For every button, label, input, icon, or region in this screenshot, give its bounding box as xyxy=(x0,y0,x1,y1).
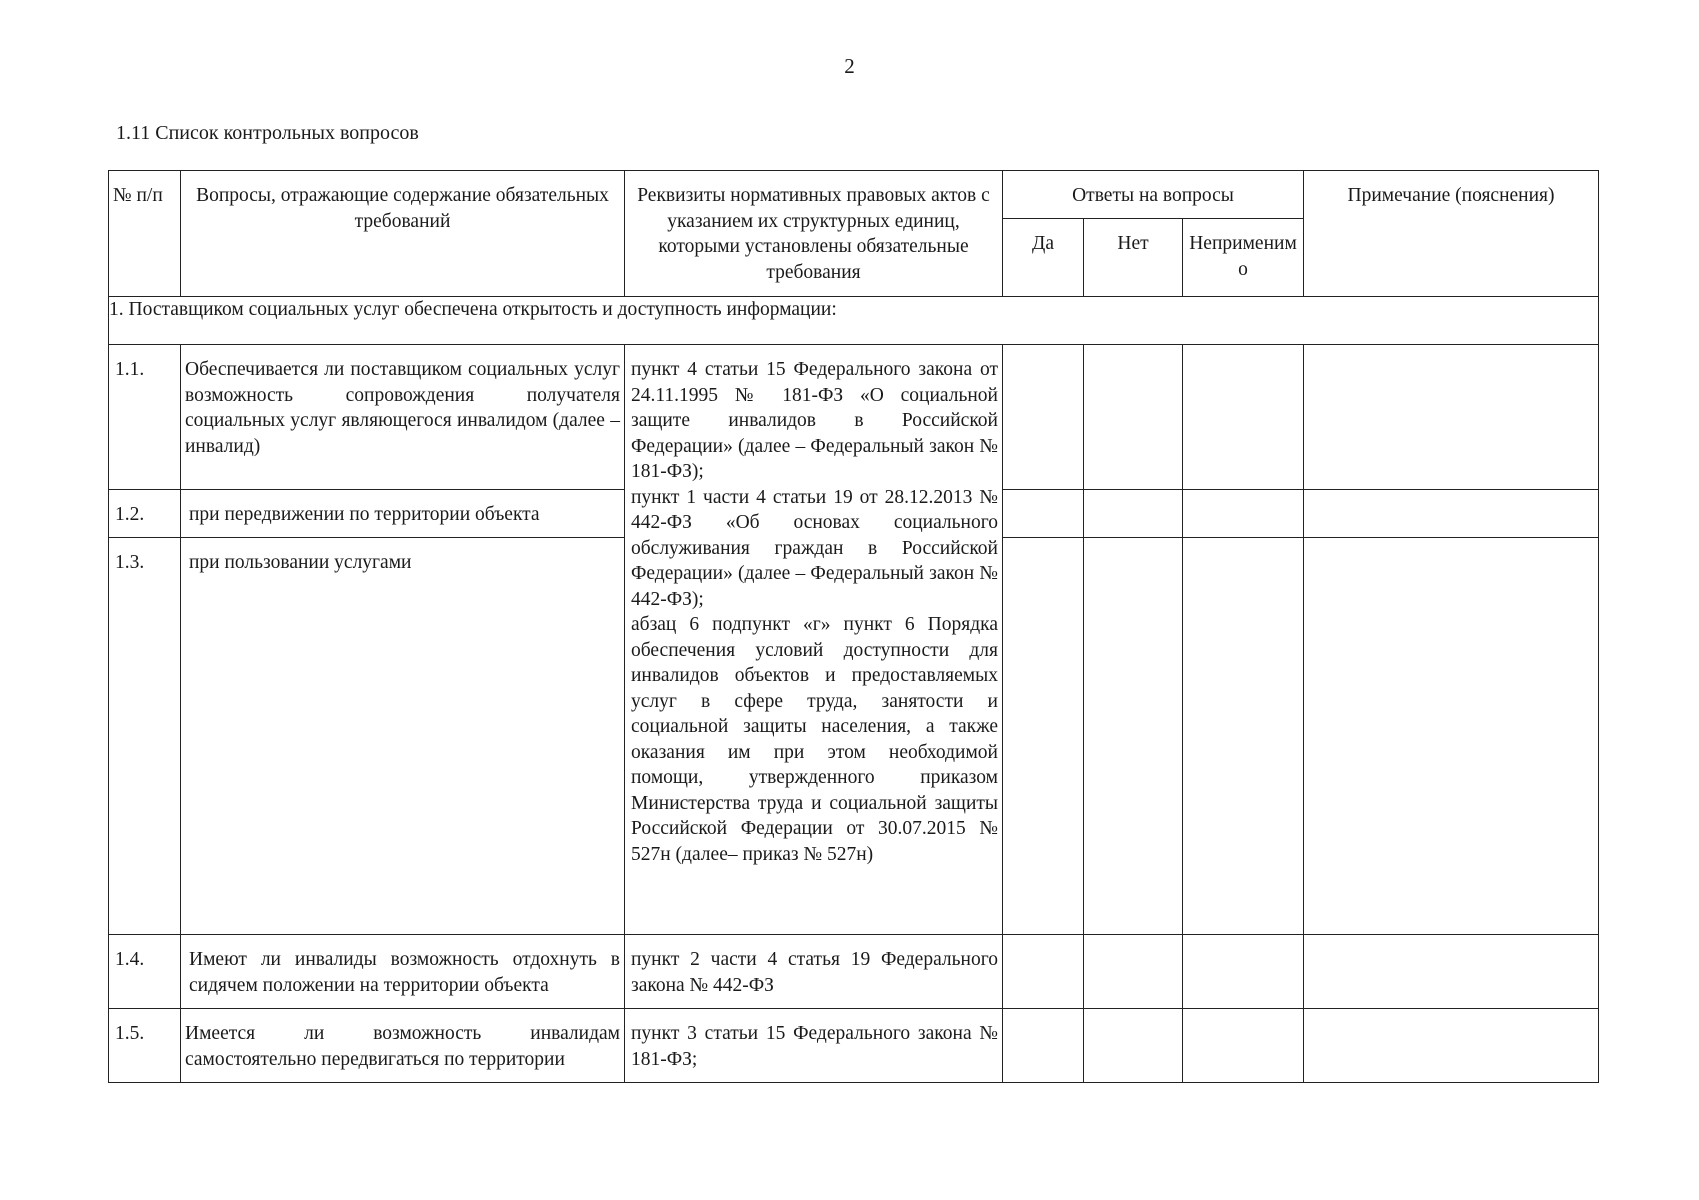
row-requisites xyxy=(625,1009,1003,1083)
answer-yes-cell[interactable] xyxy=(1003,935,1084,1009)
row-requisites xyxy=(625,935,1003,1009)
row-requisites-shared xyxy=(625,345,1003,935)
answer-yes-cell[interactable] xyxy=(1003,345,1084,490)
requisite-paragraph: абзац 6 подпункт «г» пункт 6 Порядка обеспечения условий доступности для инвалидов объектов и предоставляемых услуг в сфере труда, занятости и социальной защиты населения, а также оказания им при этом необходимой помощи, утвержденного приказом Министерства труда и социальной защиты Российской Федерации от 30.07.2015 № 527н (далее– приказ № 527н) xyxy=(631,614,998,865)
answer-no-cell[interactable] xyxy=(1084,538,1183,935)
page-number: 2 xyxy=(844,54,855,78)
note-cell[interactable] xyxy=(1304,935,1599,1009)
requisite-paragraph: пункт 4 статьи 15 Федерального закона от 24.11.1995 № 181-ФЗ «О социальной защите инвалидов в Российской Федерации» (далее – Федеральный закон № 181-ФЗ); xyxy=(631,359,998,482)
answer-na-cell[interactable] xyxy=(1183,538,1304,935)
requisite-paragraph: пункт 2 части 4 статья 19 Федерального закона № 442-ФЗ xyxy=(631,949,998,996)
row-question: Имеют ли инвалиды возможность отдохнуть в сидячем положении на территории объекта xyxy=(181,935,625,1009)
row-number: 1.3. xyxy=(109,538,181,935)
header-question: Вопросы, отражающие содержание обязательных требований xyxy=(181,171,625,297)
header-answers: Ответы на вопросы xyxy=(1003,171,1304,219)
answer-yes-cell[interactable] xyxy=(1003,538,1084,935)
answer-na-cell[interactable] xyxy=(1183,490,1304,538)
table-row xyxy=(109,1009,1599,1083)
answer-na-cell[interactable] xyxy=(1183,935,1304,1009)
note-cell[interactable] xyxy=(1304,345,1599,490)
row-question: при передвижении по территории объекта xyxy=(181,490,625,538)
section-title: 1.11 Список контрольных вопросов xyxy=(116,122,419,144)
table-row xyxy=(109,935,1599,1009)
row-number: 1.1. xyxy=(109,345,181,490)
checklist-table xyxy=(108,170,1599,1083)
section-heading: 1. Поставщиком социальных услуг обеспечена открытость и доступность информации: xyxy=(109,297,1599,345)
answer-no-cell[interactable] xyxy=(1084,935,1183,1009)
header-note: Примечание (пояснения) xyxy=(1304,171,1599,297)
row-question: Имеется ли возможность инвалидам самостоятельно передвигаться по территории xyxy=(181,1009,625,1083)
answer-na-cell[interactable] xyxy=(1183,345,1304,490)
requisite-paragraph: пункт 1 части 4 статьи 19 от 28.12.2013 № 442-ФЗ «Об основах социального обслуживания граждан в Российской Федерации» (далее – Федеральный закон № 442-ФЗ); xyxy=(631,486,998,610)
header-requisites: Реквизиты нормативных правовых актов с указанием их структурных единиц, которыми установлены обязательные требования xyxy=(625,171,1003,297)
header-na: Неприменимо xyxy=(1183,219,1304,297)
note-cell[interactable] xyxy=(1304,538,1599,935)
row-number: 1.4. xyxy=(109,935,181,1009)
note-cell[interactable] xyxy=(1304,490,1599,538)
answer-na-cell[interactable] xyxy=(1183,1009,1304,1083)
requisite-paragraph: пункт 3 статьи 15 Федерального закона № 181-ФЗ; xyxy=(631,1023,998,1070)
answer-yes-cell[interactable] xyxy=(1003,1009,1084,1083)
header-yes: Да xyxy=(1003,219,1084,297)
section-row xyxy=(109,297,1599,345)
header-num: № п/п xyxy=(109,171,181,297)
row-question: Обеспечивается ли поставщиком социальных услуг возможность сопровождения получателя социальных услуг являющегося инвалидом (далее – инвалид) xyxy=(181,345,625,490)
answer-yes-cell[interactable] xyxy=(1003,490,1084,538)
row-number: 1.2. xyxy=(109,490,181,538)
answer-no-cell[interactable] xyxy=(1084,490,1183,538)
row-number: 1.5. xyxy=(109,1009,181,1083)
note-cell[interactable] xyxy=(1304,1009,1599,1083)
answer-no-cell[interactable] xyxy=(1084,345,1183,490)
table-row xyxy=(109,345,1599,490)
answer-no-cell[interactable] xyxy=(1084,1009,1183,1083)
header-no: Нет xyxy=(1084,219,1183,297)
header-row-1 xyxy=(109,171,1599,219)
row-question: при пользовании услугами xyxy=(181,538,625,935)
